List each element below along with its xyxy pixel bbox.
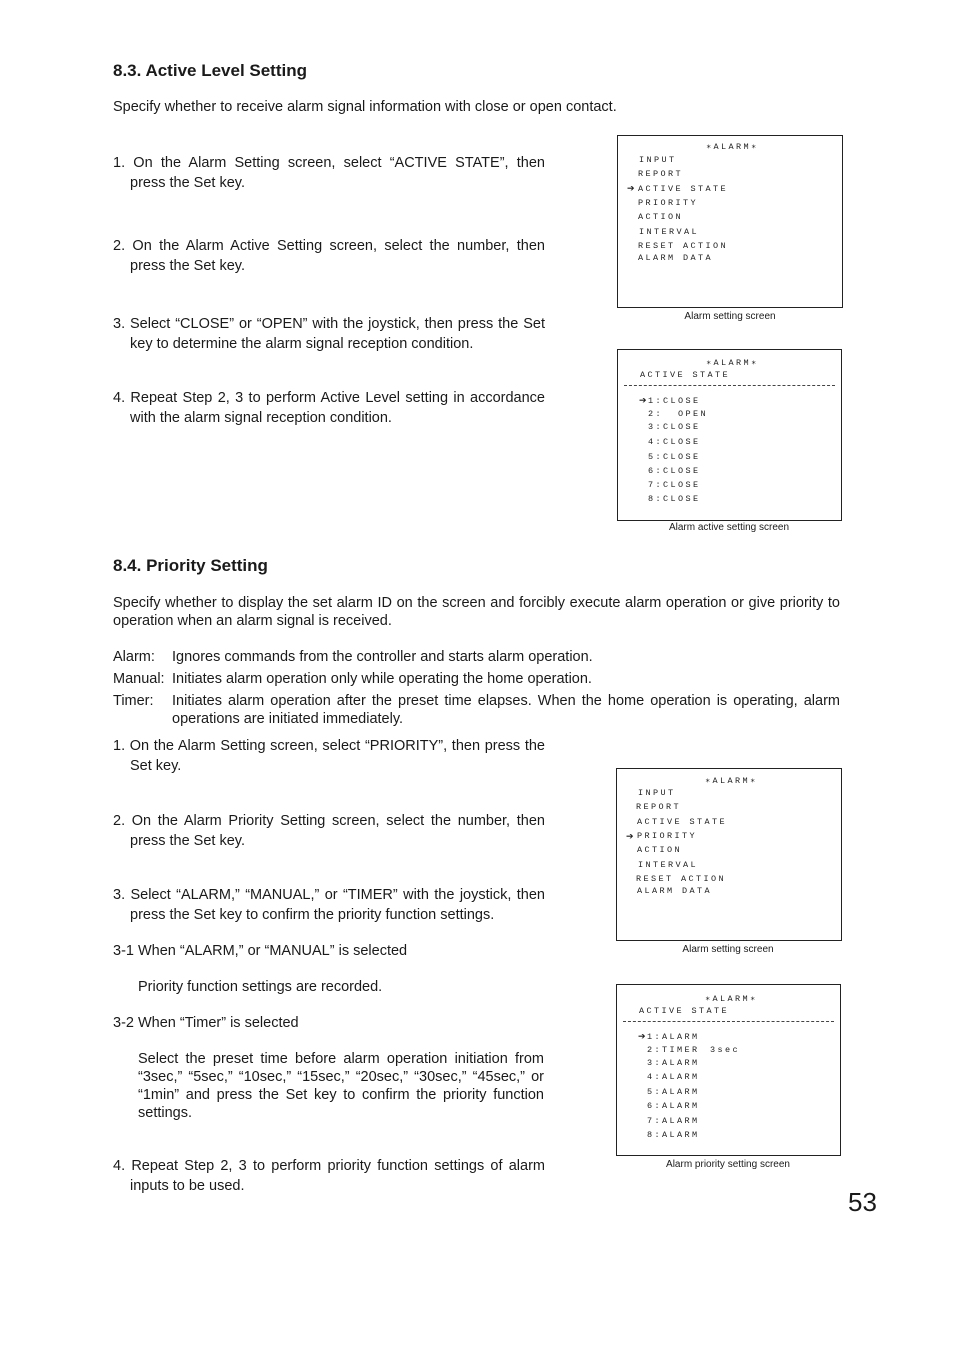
list-item: 3:ALARM: [647, 1058, 700, 1068]
menu-item-active-state: ACTIVE STATE: [638, 184, 729, 194]
step-4-active: 4. Repeat Step 2, 3 to perform Active Level setting in accordance with the alarm signal reception condition.: [113, 390, 545, 426]
page-number: 53: [848, 1187, 877, 1217]
definition-manual: [113, 670, 840, 688]
list-item: 2: OPEN: [648, 409, 709, 419]
selection-arrow-icon: ➔: [627, 183, 635, 193]
screen-title: ∗ALARM∗: [705, 776, 758, 786]
step-2-active: 2. On the Alarm Active Setting screen, select the number, then press the Set key.: [113, 238, 545, 274]
step-3-priority: 3. Select “ALARM,” “MANUAL,” or “TIMER” with the joystick, then press the Set key to confirm the priority function settings.: [113, 887, 545, 923]
alarm-setting-screen-priority: [616, 768, 842, 941]
screen-title: ∗ALARM∗: [706, 142, 759, 152]
list-item: 6:ALARM: [647, 1101, 700, 1111]
definition-desc: Initiates alarm operation only while operating the home operation.: [172, 671, 592, 687]
menu-item-report: REPORT: [638, 169, 684, 179]
definition-desc: Initiates alarm operation after the preset time elapses. When the home operation is operating, alarm operations are initiated immediately.: [172, 693, 840, 727]
screen-caption: Alarm setting screen: [682, 944, 774, 955]
sub-heading-alarm-manual: 3-1 When “ALARM,” or “MANUAL” is selected: [113, 943, 408, 959]
definition-term: Manual:: [113, 671, 165, 687]
timer-value: 3sec: [710, 1045, 741, 1055]
list-item: 7:CLOSE: [648, 480, 701, 490]
step-2-priority: 2. On the Alarm Priority Setting screen, select the number, then press the Set key.: [113, 813, 545, 849]
selection-arrow-icon: ➔: [626, 831, 634, 841]
menu-item-action: ACTION: [637, 845, 683, 855]
sub-text-alarm-manual: Priority function settings are recorded.: [138, 979, 383, 995]
section-intro-active-level: Specify whether to receive alarm signal information with close or open contact.: [113, 99, 617, 115]
alarm-active-setting-screen: [617, 349, 842, 521]
menu-item-interval: INTERVAL: [639, 227, 700, 237]
menu-item-priority: PRIORITY: [637, 831, 698, 841]
section-heading-priority: 8.4. Priority Setting: [113, 556, 268, 575]
list-item: 7:ALARM: [647, 1116, 700, 1126]
step-3-active: 3. Select “CLOSE” or “OPEN” with the joystick, then press the Set key to determine the alarm signal reception condition.: [113, 316, 545, 352]
menu-item-input: INPUT: [639, 155, 677, 165]
list-item: 6:CLOSE: [648, 466, 701, 476]
list-item: 2:TIMER: [647, 1045, 700, 1055]
list-item: 4:CLOSE: [648, 437, 701, 447]
menu-item-action: ACTION: [638, 212, 684, 222]
section-heading-active-level: 8.3. Active Level Setting: [113, 61, 307, 80]
sub-heading-timer: 3-2 When “Timer” is selected: [113, 1015, 299, 1031]
step-1-priority: 1. On the Alarm Setting screen, select “PRIORITY”, then press the Set key.: [113, 738, 545, 774]
step-4-priority: 4. Repeat Step 2, 3 to perform priority function settings of alarm inputs to be used.: [113, 1158, 545, 1194]
dashed-divider: [623, 1021, 834, 1022]
menu-item-priority: PRIORITY: [638, 198, 699, 208]
alarm-priority-setting-screen: [616, 984, 841, 1156]
screen-title: ∗ALARM∗: [706, 358, 759, 368]
definition-alarm: [113, 648, 840, 666]
list-item: 8:ALARM: [647, 1130, 700, 1140]
list-item: 5:CLOSE: [648, 452, 701, 462]
alarm-setting-screen: [617, 135, 843, 308]
list-item: 4:ALARM: [647, 1072, 700, 1082]
menu-item-reset-action: RESET ACTION: [638, 241, 729, 251]
dashed-divider: [624, 385, 835, 386]
step-1-active: 1. On the Alarm Setting screen, select “ACTIVE STATE”, then press the Set key.: [113, 155, 545, 191]
menu-item-alarm-data: ALARM DATA: [637, 886, 713, 896]
menu-item-alarm-data: ALARM DATA: [638, 253, 714, 263]
screen-title: ∗ALARM∗: [705, 994, 758, 1004]
screen-subtitle: ACTIVE STATE: [640, 370, 731, 380]
selection-arrow-icon: ➔: [638, 1031, 646, 1041]
list-item: 5:ALARM: [647, 1087, 700, 1097]
screen-caption: Alarm active setting screen: [668, 522, 790, 533]
list-item: 3:CLOSE: [648, 422, 701, 432]
screen-caption: Alarm setting screen: [684, 311, 776, 322]
list-item: 1:CLOSE: [648, 396, 701, 406]
menu-item-interval: INTERVAL: [638, 860, 699, 870]
menu-item-reset-action: RESET ACTION: [636, 874, 727, 884]
definition-term: Timer:: [113, 693, 154, 709]
selection-arrow-icon: ➔: [639, 395, 647, 405]
definition-desc: Ignores commands from the controller and starts alarm operation.: [172, 649, 593, 665]
definition-term: Alarm:: [113, 649, 155, 665]
list-item: 8:CLOSE: [648, 494, 701, 504]
section-intro-priority: Specify whether to display the set alarm ID on the screen and forcibly execute alarm operation or give priority to operation when an alarm signal is received.: [113, 595, 840, 629]
screen-caption: Alarm priority setting screen: [666, 1159, 790, 1170]
definition-timer: [113, 692, 840, 728]
menu-item-active-state: ACTIVE STATE: [637, 817, 728, 827]
menu-item-input: INPUT: [638, 788, 676, 798]
screen-subtitle: ACTIVE STATE: [639, 1006, 730, 1016]
list-item: 1:ALARM: [647, 1032, 700, 1042]
menu-item-report: REPORT: [636, 802, 682, 812]
sub-text-timer: Select the preset time before alarm operation initiation from “3sec,” “5sec,” “10sec,” “15sec,” “20sec,” “30sec,” “45sec,” or “1min” and press the Set key to confirm the priority function settings.: [138, 1051, 544, 1121]
